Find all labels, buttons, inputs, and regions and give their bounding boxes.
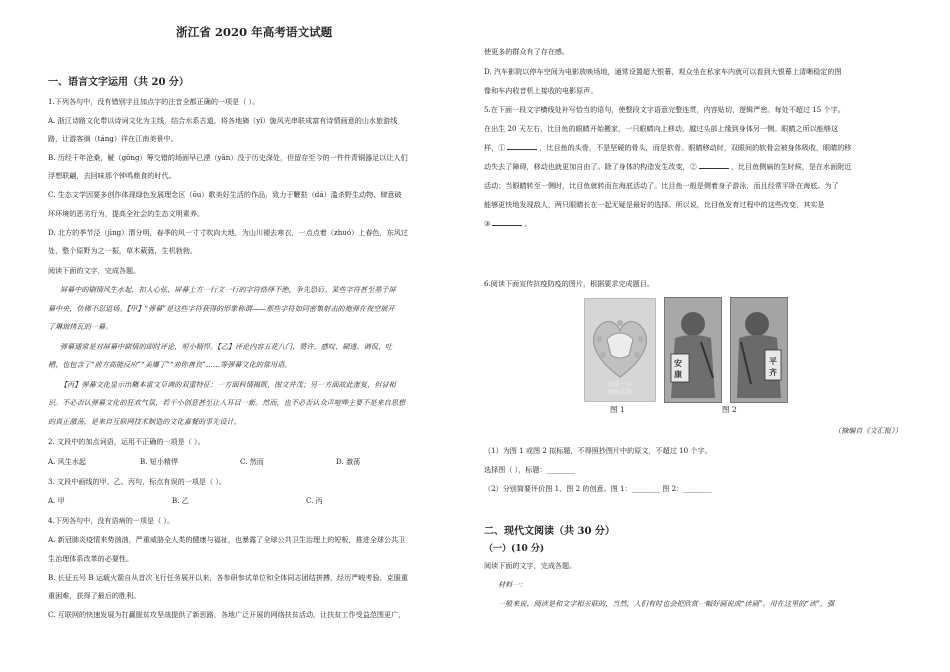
q2-option-c: C. 然而 xyxy=(240,457,264,466)
section-1-heading: 一、语言文字运用（共 20 分） xyxy=(48,77,189,88)
figure-2-door-god-left xyxy=(664,297,722,403)
q2-option-d: D. 激荡 xyxy=(336,457,361,466)
q4-option-d-line1: D. 汽车影院以停车空间为电影放映场地，通常设置超大银幕，观众坐在私家车内就可以看到大银幕上清晰稳定的图 xyxy=(484,67,842,76)
q1-option-b-line2: 浮想联翩，去回味那个钟鸣鼎食的时代。 xyxy=(48,171,176,180)
q5-text: 。 xyxy=(524,219,532,228)
q4-option-d-line2: 像和车内收音机上接收的电影原声。 xyxy=(484,86,598,95)
q5-text-line: 在出生 20 天左右，比目鱼的眼睛开始搬家，一只眼睛向上移动，越过头部上缘到身体另一侧。眼睛之所以能够这 xyxy=(484,124,839,133)
q1-option-c-line1: C. 生态文学因要多创作体现绿色发展理念区（ōu）歌美好生活的作品，致力于鞭挞（dá）滥杀野生动物、肆意破 xyxy=(48,190,402,199)
q4-option-a-line1: A. 新冠肺炎疫情来势汹汹，严重威胁全人类的健康与福祉，也暴露了全球公共卫生治理上的短板，推进全球公共卫 xyxy=(48,535,406,544)
blank-3[interactable] xyxy=(492,225,522,226)
q3-option-b: B. 乙 xyxy=(172,496,189,505)
q4-option-a-line2: 生治理体系改革的必要性。 xyxy=(48,554,134,563)
q1-option-a-line2: 路，让游客徜（táng）徉在江南美景中。 xyxy=(48,134,178,143)
page-title: 浙江省 2020 年高考语文试题 xyxy=(176,25,333,39)
q4-option-c-line1: C. 互联网的快速发展为打赢脱贫攻坚战提供了新思路，各地广泛开展的网络扶贫活动，让扶贫工作受益范围更广， xyxy=(48,610,406,619)
passage-line: 识。不必否认弹幕文化的狂欢气氛，若干小创意甚至让人耳目一新。然而，也不必否认众声喧哗主要不是来自思想 xyxy=(48,398,406,407)
figure-2-caption: 图 2 xyxy=(722,405,737,414)
q5-text: 动失去了障碍，移动也就更加自由了。除了身体的构造发生改变， xyxy=(484,162,690,171)
q1-option-d-line2: 处，整个原野为之一振，草木葳蕤，生机勃勃。 xyxy=(48,246,197,255)
blank-1-mark: ① xyxy=(498,143,506,152)
q3-option-a: A. 甲 xyxy=(48,496,65,505)
material-1-text: 一般来说，阅读是和文字相关联的，当然，人们有时也会把欣赏一幅好画说成“读画”。用在这里的“读”，强 xyxy=(498,599,835,608)
q1-option-d-line1: D. 北方的季节泾（jìng）渭分明，春季的风一寸寸吹向大地，为山川褪去寒衣，一点点着（zhuó）上春色，东风过 xyxy=(48,228,408,237)
passage-line: 了琳琅烤瓦的一幕。 xyxy=(48,322,113,331)
section-2-heading: 二、现代文阅读（共 30 分） xyxy=(484,526,615,537)
q3-option-c: C. 丙 xyxy=(306,496,323,505)
subsection-1-heading: （一）(10 分) xyxy=(484,544,545,554)
source-note: （摘编自《文汇报》） xyxy=(834,426,902,435)
figure-2-character: 平 xyxy=(769,356,777,366)
blank-3-mark: ③ xyxy=(484,219,491,228)
figure-2-door-god-right xyxy=(730,297,788,403)
figure-2-character: 康 xyxy=(674,369,682,379)
q5-text-line xyxy=(484,162,851,172)
reading-instruction-2: 阅读下面的文字，完成各题。 xyxy=(484,561,577,570)
passage-line: 的真正激荡，是来自互联网技术制造的文化嘉餐的事先设计。 xyxy=(48,417,241,426)
q2-option-b: B. 短小精悍 xyxy=(140,457,179,466)
question-6: 6.阅读下面宣传抗疫防疫的图片，根据要求完成题目。 xyxy=(484,279,654,288)
door-god-illustration xyxy=(731,298,787,402)
q5-text-line xyxy=(484,219,531,229)
q5-text-line xyxy=(484,143,851,153)
material-1-label: 材料一： xyxy=(498,580,527,589)
question-5: 5.在下面一段文字横线处补写恰当的语句，使整段文字语意完整连贯，内容贴切，逻辑严密。每处不超过 15 个字。 xyxy=(484,105,845,114)
q5-text: ，比目鱼侧扁的生时候，是在水面附近 xyxy=(730,162,852,171)
passage-line: 弹幕通常是对屏幕中剧情的即时评论，短小精悍。【乙】评论内容五花八门，赞许、感叹、刷透、调侃、吐 xyxy=(60,342,393,351)
q6-part-1-answer: 选择图（ ），标题：________ xyxy=(484,465,575,474)
figure-1 xyxy=(584,298,656,402)
question-1: 1.下列各句中，没有错别字且加点字的注音全都正确的一项是（ ）。 xyxy=(48,97,260,106)
passage-line: 槽，也包含了“前方高能反应”“美爆了”“劝你善良”……等弹幕文化的常用语。 xyxy=(48,360,292,369)
blank-2-mark: ② xyxy=(689,162,697,171)
question-4: 4.下列各句中，没有语病的一项是（ ）。 xyxy=(48,516,175,525)
figure-2-character: 安 xyxy=(674,358,682,368)
figure-1-caption: 图 1 xyxy=(610,405,625,414)
q5-text-line: 活动；当眼睛转至一侧时，比目鱼就转而在海底活动了。比目鱼一般是侧着身子游泳，而且经常平卧在海底。为了 xyxy=(484,181,839,190)
question-2: 2. 文段中的加点词语，运用不正确的一项是（ ）。 xyxy=(48,437,205,446)
q1-option-a-line1: A. 浙江诗路文化带以诗词文化为主线，结合水系古道，将各地旖（yǐ）旎风光串联成富有诗情画意的山水旅游线 xyxy=(48,116,398,125)
passage-line: 【丙】弹幕文化显示出概本雷文草调的双重特征：一方面科情揭既，图文并茂；另一方面故此蛋复，但冒相 xyxy=(60,380,396,389)
figure-1-slogan: 万众一心 xyxy=(607,381,632,388)
q5-text: 样， xyxy=(484,143,499,152)
q6-part-2: （2）分别简要评价图 1、图 2 的创意。图 1：________ 图 2：________ xyxy=(484,484,712,493)
question-3: 3. 文段中画线的甲、乙、丙句，标点有误的一项是（ ）。 xyxy=(48,477,226,486)
figure-1-slogan: 同舟共济 xyxy=(607,389,632,396)
q2-option-a: A. 风生水起 xyxy=(48,457,87,466)
q5-text: ，比目鱼的头骨，不是坚硬的骨头，而是软骨。眼睛移动时，双眼间的软骨会被身体吸收，眼睛的移 xyxy=(539,143,852,152)
q4-option-c-continued: 使更多的群众有了存在感。 xyxy=(484,47,570,56)
blank-1[interactable] xyxy=(507,149,537,150)
q1-option-b-line1: B. 历经千年沧桑，觥（gōng）筹交错的场面早已湮（yān）没于历史深处，但留存至今的一件件青铜器足以让人们 xyxy=(48,153,408,162)
q1-option-c-line2: 坏环境的恶劣行为，提高全社会的生态文明素养。 xyxy=(48,209,205,218)
figure-2-character: 齐 xyxy=(769,367,777,377)
q4-option-b-line2: 重困难，获得了最后的胜利。 xyxy=(48,591,141,600)
passage-line: 屏幕中的刷情风生水起，扣人心弦，屏幕上方一行文一行的字符络绎不绝，争先恐后。某些字符甚至基于屏 xyxy=(60,285,396,294)
reading-instruction: 阅读下面的文字，完成各题。 xyxy=(48,266,141,275)
q5-text-line: 能够更快地发现敌人，两只眼睛长在一起无疑是最好的选择。所以说，比目鱼发育过程中的这些改变，其实是 xyxy=(484,200,825,209)
passage-line: 幕中央，仿佛不忍退场。【甲】“弹幕”是这些字符获得的形象称谓——那些字符如同密集射击的炮弹在夜空展开 xyxy=(48,304,395,313)
q6-part-1: （1）为图 1 或图 2 拟标题，不得照抄图片中的原文，不超过 10 个字。 xyxy=(484,446,712,455)
blank-2[interactable] xyxy=(699,168,729,169)
q4-option-b-line1: B. 长征五号 B 运载火箭自从首次飞行任务展开以来，各参研参试单位和全体同志团结拼搏，经历严峻考验，克服重 xyxy=(48,573,408,582)
door-god-illustration xyxy=(665,298,721,402)
